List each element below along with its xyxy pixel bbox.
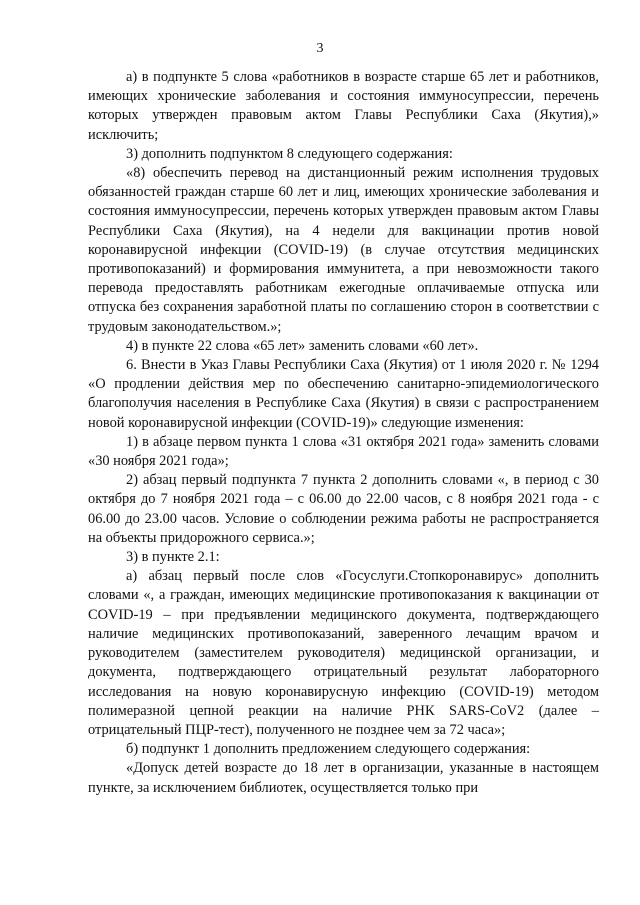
paragraph-change-1: 1) в абзаце первом пункта 1 слова «31 октября 2021 года» заменить словами «30 ноября 2021 года»;	[88, 433, 599, 470]
paragraph-item-3-add-subitem-8: 3) дополнить подпунктом 8 следующего содержания:	[126, 145, 453, 162]
paragraph-subitem-8-text: «8) обеспечить перевод на дистанционный режим исполнения трудовых обязанностей граждан старше 60 лет и лиц, имеющих хронические заболевания и состояния иммуносупрессии, перечень которых утвержден правовым актом Главы Республики Саха (Якутия), на 4 недели для вакцинации против новой коронавирусной инфекции (COVID-19) (в случае отсутствия медицинских противопоказаний) и формирования иммунитета, а при невозможности такого перевода предоставлять работникам ежегодные оплачиваемые отпуска или отпуска без сохранения заработной платы по соглашению сторон в соответствии с трудовым законодательством.»;	[88, 165, 599, 335]
paragraph-quote-start: «Допуск детей возрасте до 18 лет в организации, указанные в настоящем пункте, за исключением библиотек, осуществляется только при	[88, 760, 599, 796]
paragraph-change-3a: а) абзац первый после слов «Госуслуги.Стопкоронавирус» дополнить словами «, а граждан, имеющих медицинские противопоказания к вакцинации от COVID-19 – при предъявлении медицинского документа, подтверждающего наличие медицинских противопоказаний, заверенного лечащим врачом и руководителем (заместителем руководителя) медицинской организации, и документа, подтверждающего отрицательный результат лабораторного исследования на новую коронавирусную инфекцию (COVID-19) методом полимеразной цепной реакции на наличие РНК SARS-CoV2 (далее – отрицательный ПЦР-тест), полученного не позднее чем за 72 часа»;	[88, 568, 599, 738]
paragraph-change-2: 2) абзац первый подпункта 7 пункта 2 дополнить словами «, в период с 30 октября до 7 ноября 2021 года – с 06.00 до 22.00 часов, с 8 ноября 2021 года - с 06.00 до 23.00 часов. Условие о соблюдении режима работы не распространяется на объекты придорожного сервиса.»;	[88, 472, 599, 546]
paragraph-item-4-replace: 4) в пункте 22 слова «65 лет» заменить словами «60 лет».	[126, 337, 479, 354]
paragraph-change-3b: б) подпункт 1 дополнить предложением следующего содержания:	[126, 741, 531, 758]
paragraph-change-3: 3) в пункте 2.1:	[126, 549, 220, 566]
paragraph-section-6: 6. Внести в Указ Главы Республики Саха (Якутия) от 1 июля 2020 г. № 1294 «О продлении действия мер по обеспечению санитарно-эпидемиологического благополучия населения в Республике Саха (Якутия) в связи с распространением новой коронавирусной инфекции (COVID-19)» следующие изменения:	[88, 357, 599, 431]
document-body	[88, 68, 599, 798]
page-number: 3	[316, 41, 324, 56]
paragraph-subitem-a-exclude: а) в подпункте 5 слова «работников в возрасте старше 65 лет и работников, имеющих хронические заболевания и состояния иммуносупрессии, перечень которых утвержден правовым актом Главы Республики Саха (Якутия),» исключить;	[88, 69, 599, 143]
